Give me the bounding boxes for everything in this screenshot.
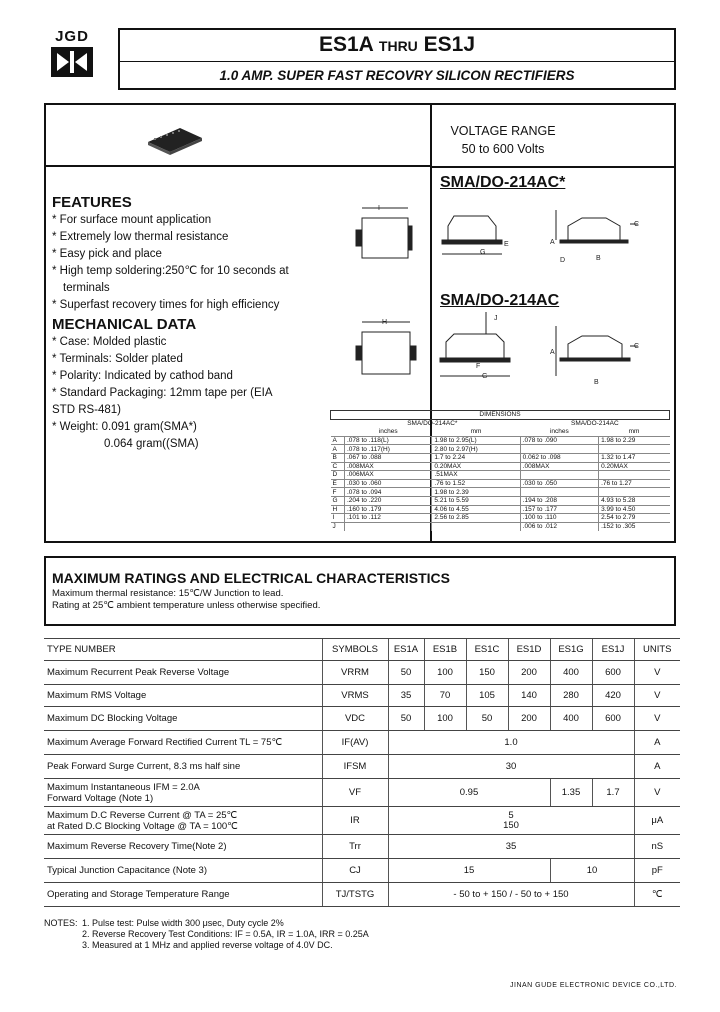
voltage-range-label: VOLTAGE RANGE	[450, 124, 556, 138]
notes: NOTES: 1. Pulse test: Pulse width 300 μsec, Duty cycle 2% 2. Reverse Recovery Test Conditions: IF = 0.5A, IR = 1.0A, IRR = 0.25A 3. Measured at 1 MHz and applied reverse voltage of 4.0V DC.	[44, 918, 369, 950]
package-drawing-2	[346, 312, 666, 396]
svg-text:E: E	[504, 241, 509, 248]
svg-text:I: I	[378, 205, 380, 212]
svg-text:A: A	[550, 349, 555, 356]
footer: JINAN GUDE ELECTRONIC DEVICE CO.,LTD.	[510, 982, 677, 989]
max-ratings-line-1: Maximum thermal resistance: 15℃/W Junction to lead.	[52, 588, 284, 599]
voltage-range	[432, 122, 574, 158]
table-row: Maximum Recurrent Peak Reverse Voltage VRRM 50 100 150 200 400 600 V	[44, 661, 680, 685]
dimensions-row: H .160 to .179 4.06 to 4.55 .157 to .177 3.99 to 4.50	[331, 505, 670, 514]
table-row: Operating and Storage Temperature Range TJ/TSTG - 50 to + 150 / - 50 to + 150 ℃	[44, 883, 680, 907]
list-item: * Extremely low thermal resistance	[52, 231, 229, 243]
max-ratings-box	[44, 556, 676, 626]
table-row: Maximum Average Forward Rectified Current TL = 75℃ IF(AV) 1.0 A	[44, 731, 680, 755]
header-es1a: ES1A	[388, 639, 424, 661]
dimensions-group-1: SMA/DO-214AC*	[407, 420, 458, 428]
dimensions-row: J .006 to .012 .152 to .305	[331, 522, 670, 531]
svg-text:B: B	[594, 379, 599, 386]
dimensions-table: DIMENSIONS SMA/DO-214AC* SMA/DO-214AC inches mm inches mm A .078 to .118(L) 1.98 to 2.95(L) .078 to .090 1.98 to 2.29 A .078 to .117(H) 2.80 to 2.97(H) B .067 to .088 1.7 to 2.24 0.062 to .098 1.32 to 1.47 C .008MAX 0.20MAX .008MAX 0.20MAX D .006MAX .51MAX E .030 to .060 .76 to 1.52 .030 to .050 .76 to 1.27 F .078 to .094 1.98 to 2.39 G .204 to .220 5.21 to 5.59 .194 to .208 4.93 to 5.28 H .160 to .179 4.06 to 4.55 .157 to .177 3.99 to 4.50 I .101 to .112 2.56 to 2.85 .100 to .110 2.54 to 2.79 J .006 to .012 .152 to .305	[330, 410, 670, 531]
vr-divider	[431, 166, 675, 168]
table-row: Typical Junction Capacitance (Note 3) CJ 15 10 pF	[44, 859, 680, 883]
svg-text:C: C	[634, 343, 640, 350]
svg-text:G: G	[482, 373, 488, 380]
list-item: terminals	[63, 282, 110, 294]
svg-text:F: F	[476, 363, 481, 370]
page-subtitle: 1.0 AMP. SUPER FAST RECOVRY SILICON RECTIFIERS	[219, 68, 575, 83]
mechanical-heading: MECHANICAL DATA	[52, 316, 197, 333]
table-row: Maximum D.C Reverse Current @ TA = 25℃ at Rated D.C Blocking Voltage @ TA = 100℃ IR 5 150 μA	[44, 807, 680, 835]
list-item: * Polarity: Indicated by cathod band	[52, 370, 233, 382]
header-es1b: ES1B	[424, 639, 466, 661]
package-drawing-1	[346, 196, 666, 272]
list-item: * Terminals: Solder plated	[52, 353, 183, 365]
list-item: 0.064 gram((SMA)	[104, 438, 199, 450]
max-ratings-line-2: Rating at 25℃ ambient temperature unless otherwise specified.	[52, 600, 321, 611]
list-item: * Easy pick and place	[52, 248, 162, 260]
header-symbols: SYMBOLS	[322, 639, 388, 661]
dimensions-row: A .078 to .118(L) 1.98 to 2.95(L) .078 to .090 1.98 to 2.29	[331, 436, 670, 445]
dimensions-title: DIMENSIONS	[331, 411, 670, 420]
list-item: STD RS-481)	[52, 404, 122, 416]
dimensions-group-2: SMA/DO-214AC	[570, 420, 619, 428]
voltage-range-value: 50 to 600 Volts	[461, 142, 545, 156]
dimensions-row: I .101 to .112 2.56 to 2.85 .100 to .110 2.54 to 2.79	[331, 514, 670, 523]
list-item: * Superfast recovery times for high efficiency	[52, 299, 280, 311]
svg-text:H: H	[382, 319, 388, 326]
logo-mark-icon	[51, 47, 93, 77]
svg-text:B: B	[596, 255, 601, 262]
table-row: Maximum RMS Voltage VRMS 35 70 105 140 280 420 V	[44, 685, 680, 707]
list-item: * Weight: 0.091 gram(SMA*)	[52, 421, 197, 433]
svg-text:C: C	[634, 221, 640, 228]
table-row: Maximum Instantaneous IFM = 2.0A Forward Voltage (Note 1) VF 0.95 1.35 1.7 V	[44, 779, 680, 807]
dimensions-row: E .030 to .060 .76 to 1.52 .030 to .050 .76 to 1.27	[331, 479, 670, 488]
dimensions-row: C .008MAX 0.20MAX .008MAX 0.20MAX	[331, 462, 670, 471]
svg-text:J: J	[494, 315, 498, 322]
page-title: ES1A THRU ES1J	[318, 33, 476, 56]
header-units: UNITS	[634, 639, 680, 661]
list-item: * Standard Packaging: 12mm tape per (EIA	[52, 387, 273, 399]
header-es1d: ES1D	[508, 639, 550, 661]
table-row: Peak Forward Surge Current, 8.3 ms half sine IFSM 30 A	[44, 755, 680, 779]
header-es1c: ES1C	[466, 639, 508, 661]
header-es1g: ES1G	[550, 639, 592, 661]
component-image	[144, 124, 204, 156]
info-divider-h	[45, 165, 431, 167]
logo	[44, 28, 100, 88]
dimensions-row: A .078 to .117(H) 2.80 to 2.97(H)	[331, 445, 670, 454]
package-title-2: SMA/DO-214AC	[440, 292, 560, 309]
dimensions-row: G .204 to .220 5.21 to 5.59 .194 to .208 4.93 to 5.28	[331, 496, 670, 505]
title-box	[118, 28, 676, 90]
features-heading: FEATURES	[52, 194, 132, 211]
ratings-table	[44, 638, 680, 907]
logo-text: JGD	[55, 28, 89, 45]
package-title-1: SMA/DO-214AC*	[440, 174, 566, 191]
list-item: * Case: Molded plastic	[52, 336, 167, 348]
dimensions-row: F .078 to .094 1.98 to 2.39	[331, 488, 670, 497]
table-row: Maximum DC Blocking Voltage VDC 50 100 50 200 400 600 V	[44, 707, 680, 731]
max-ratings-heading: MAXIMUM RATINGS AND ELECTRICAL CHARACTERISTICS	[52, 570, 450, 586]
header-type-number: TYPE NUMBER	[44, 639, 322, 661]
list-item: * For surface mount application	[52, 214, 212, 226]
svg-text:D: D	[560, 257, 566, 264]
notes-label: NOTES:	[44, 918, 78, 928]
dimensions-row: B .067 to .088 1.7 to 2.24 0.062 to .098 1.32 to 1.47	[331, 453, 670, 462]
header-es1j: ES1J	[592, 639, 634, 661]
dimensions-row: D .006MAX .51MAX	[331, 471, 670, 480]
svg-text:A: A	[550, 239, 555, 246]
list-item: * High temp soldering:250℃ for 10 seconds at	[52, 265, 289, 277]
svg-text:G: G	[480, 249, 486, 256]
table-row: Maximum Reverse Recovery Time(Note 2) Trr 35 nS	[44, 835, 680, 859]
